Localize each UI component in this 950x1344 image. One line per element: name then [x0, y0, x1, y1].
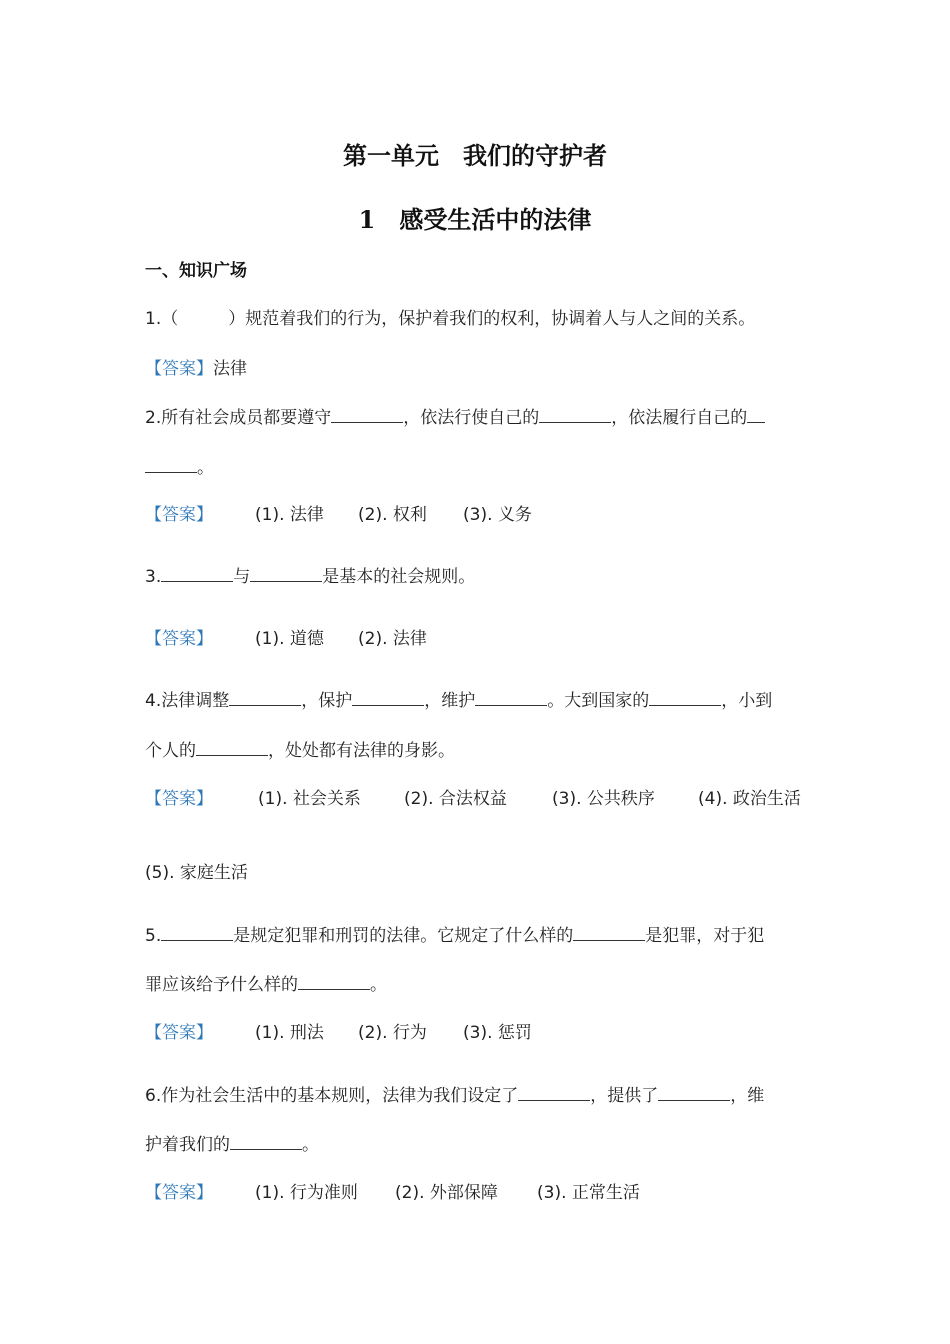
fill-blank — [747, 406, 765, 423]
answer-tag: 【答案】 — [145, 629, 213, 649]
lesson-title: 1 感受生活中的法律 — [358, 205, 592, 234]
answer-5 — [145, 1018, 532, 1043]
fill-blank — [229, 689, 301, 706]
q3-text-3: 是基本的社会规则。 — [322, 567, 476, 587]
answer-tag: 【答案】 — [145, 505, 213, 525]
answer-value: 法律 — [213, 359, 247, 379]
q6-text-3: ，维 — [730, 1086, 765, 1106]
q2-text-4: 。 — [197, 458, 214, 478]
question-3 — [145, 562, 475, 587]
answer-value: (1). 刑法 — [255, 1023, 324, 1043]
question-5-cont — [145, 970, 387, 995]
answer-value: (1). 道德 — [255, 629, 324, 649]
fill-blank — [196, 739, 268, 756]
answer-tag: 【答案】 — [145, 359, 213, 379]
fill-blank — [161, 924, 233, 941]
q5-text-4: 罪应该给予什么样的 — [145, 975, 298, 995]
q4-text-4: 。大到国家的 — [547, 691, 650, 711]
fill-blank — [518, 1084, 590, 1101]
fill-blank — [352, 689, 424, 706]
q4-text-3: ，维护 — [424, 691, 476, 711]
q1-prefix: 1.（ — [145, 309, 179, 329]
question-2 — [145, 403, 765, 428]
question-4-cont — [145, 736, 455, 761]
answer-tag: 【答案】 — [145, 1023, 213, 1043]
question-4 — [145, 686, 772, 711]
q4-text-6: 个人的 — [145, 741, 196, 761]
q4-text-7: ，处处都有法律的身影。 — [268, 741, 455, 761]
answer-value: (3). 正常生活 — [537, 1183, 640, 1203]
q5-text-2: 是规定犯罪和刑罚的法律。它规定了什么样的 — [233, 926, 574, 946]
answer-value: (2). 行为 — [358, 1023, 427, 1043]
q2-text-1: 2.所有社会成员都要遵守 — [145, 408, 332, 428]
unit-title: 第一单元 我们的守护者 — [343, 141, 607, 170]
question-6 — [145, 1081, 764, 1106]
answer-value: (3). 义务 — [463, 505, 532, 525]
q1-suffix: ）规范着我们的行为，保护着我们的权利，协调着人与人之间的关系。 — [228, 309, 756, 329]
fill-blank — [145, 456, 197, 473]
answer-value: (4). 政治生活 — [698, 789, 801, 809]
q6-text-1: 6.作为社会生活中的基本规则，法律为我们设定了 — [145, 1086, 519, 1106]
q4-text-2: ，保护 — [301, 691, 353, 711]
fill-blank — [250, 565, 322, 582]
answer-tag: 【答案】 — [145, 789, 213, 809]
answer-1 — [145, 354, 247, 379]
answer-value: (2). 合法权益 — [404, 789, 507, 809]
question-5 — [145, 921, 764, 946]
q4-text-5: ，小到 — [721, 691, 773, 711]
q2-text-2: ，依法行使自己的 — [403, 408, 540, 428]
question-1 — [145, 304, 755, 329]
q5-text-3: 是犯罪，对于犯 — [645, 926, 765, 946]
answer-value: (3). 惩罚 — [463, 1023, 532, 1043]
section-heading: 一、知识广场 — [145, 261, 247, 281]
answer-value: (2). 权利 — [358, 505, 427, 525]
question-2-cont — [145, 453, 214, 478]
q5-text-5: 。 — [370, 975, 387, 995]
answer-4-cont — [145, 858, 248, 883]
q6-text-4: 护着我们的 — [145, 1135, 230, 1155]
fill-blank — [658, 1084, 730, 1101]
fill-blank — [230, 1133, 302, 1150]
fill-blank — [539, 406, 611, 423]
answer-value: (2). 外部保障 — [395, 1183, 498, 1203]
q6-text-5: 。 — [302, 1135, 319, 1155]
answer-6 — [145, 1178, 640, 1203]
answer-3 — [145, 624, 427, 649]
answer-value: (3). 公共秩序 — [552, 789, 655, 809]
answer-value: (1). 法律 — [255, 505, 324, 525]
q2-text-3: ，依法履行自己的 — [611, 408, 748, 428]
fill-blank — [475, 689, 547, 706]
fill-blank — [573, 924, 645, 941]
answer-tag: 【答案】 — [145, 1183, 213, 1203]
q5-text-1: 5. — [145, 926, 162, 946]
answer-value: (5). 家庭生活 — [145, 863, 248, 883]
q6-text-2: ，提供了 — [590, 1086, 659, 1106]
answer-value: (2). 法律 — [358, 629, 427, 649]
fill-blank — [331, 406, 403, 423]
fill-blank — [649, 689, 721, 706]
q4-text-1: 4.法律调整 — [145, 691, 230, 711]
answer-value: (1). 社会关系 — [258, 789, 361, 809]
q3-text-1: 3. — [145, 567, 162, 587]
answer-value: (1). 行为准则 — [255, 1183, 358, 1203]
q3-text-2: 与 — [233, 567, 251, 587]
answer-4 — [145, 784, 801, 809]
fill-blank — [298, 973, 370, 990]
question-6-cont — [145, 1130, 319, 1155]
fill-blank — [161, 565, 233, 582]
answer-2 — [145, 500, 532, 525]
